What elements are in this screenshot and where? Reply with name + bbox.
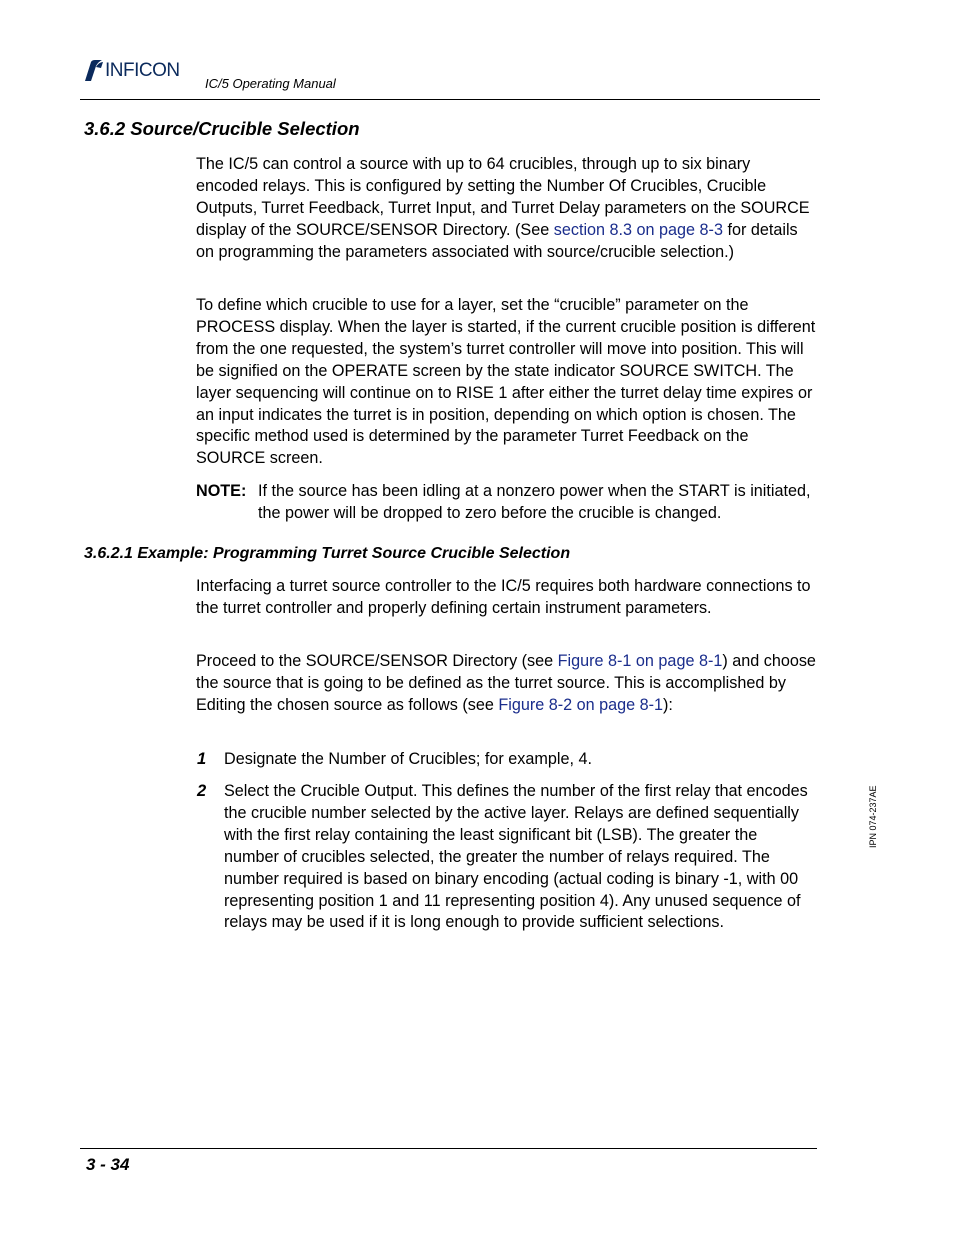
link-figure-8-1[interactable]: Figure 8-1 on page 8-1: [557, 652, 723, 670]
section-paragraph-2: [196, 295, 816, 470]
inficon-logo-icon: [82, 59, 104, 83]
subsection-heading: 3.6.2.1 Example: Programming Turret Source Crucible Selection: [84, 545, 571, 562]
link-figure-8-2[interactable]: Figure 8-2 on page 8-1: [498, 695, 664, 714]
section-paragraph-1: [196, 154, 816, 264]
step-number: 1: [197, 750, 207, 768]
section-heading: 3.6.2 Source/Crucible Selection: [84, 118, 360, 139]
paragraph-text: Interfacing a turret source controller to the IC/5 requires both hardware connections to the turret controller and properly defining certain instrument parameters.: [196, 577, 811, 617]
footer-rule: [80, 1148, 817, 1149]
note-text: If the source has been idling at a nonzero power when the START is initiated, the power will be dropped to zero before the crucible is changed.: [258, 482, 811, 522]
page-number: 3 - 34: [86, 1155, 130, 1174]
paragraph-text: To define which crucible to use for a layer, set the “crucible” parameter on the PROCESS display. When the layer is started, if the current crucible position is different from the one requested, the system’s turret controller will move into position. This will be signified on the OPERATE screen by the state indicator SOURCE SWITCH. The layer sequencing will continue on to RISE 1 after either the turret delay time expires or an input indicates the turret is in position, depending on which option is chosen. The specific method used is determined by the parameter Turret Feedback on the SOURCE screen.: [196, 296, 816, 468]
step-text: Designate the Number of Crucibles; for example, 4.: [224, 750, 592, 768]
step-text: Select the Crucible Output. This defines the number of the first relay that encodes the crucible number selected by the active layer. Relays are defined sequentially with the first relay containing the least significant bit (LSB). The greater the number of crucibles selected, the greater the number of relays required. The number required is based on binary encoding (actual coding is binary -1, with 00 representing position 1 and 11 representing position 4). Any unused sequence of relays may be used if it is long enough to provide sufficient selections.: [224, 782, 808, 932]
paragraph-text: Proceed to the SOURCE/SENSOR Directory (see: [196, 652, 558, 670]
link-section-8-3[interactable]: section 8.3 on page 8-3: [553, 220, 723, 239]
subsection-paragraph-2: [196, 651, 816, 717]
paragraph-text: for details on programming the parameters associated with source/crucible selection.): [196, 220, 798, 261]
inficon-logo: [82, 58, 180, 84]
paragraph-text: The IC/5 can control a source with up to 64 crucibles, through up to six binary encoded relays. This is configured by setting the Number Of Crucibles, Crucible Outputs, Turret Feedback, Turret Input, and Turret Delay parameters on the SOURCE display of the SOURCE/SENSOR Directory. (See: [196, 155, 810, 239]
subsection-paragraph-1: [196, 576, 816, 620]
note-label: NOTE:: [196, 482, 247, 500]
paragraph-text: ) and choose the source that is going to be defined as the turret source. This is accomplished by Editing the chosen source as follows (see: [196, 652, 816, 714]
step-number: 2: [197, 782, 207, 800]
logo-text: INFICON: [105, 60, 180, 81]
manual-title: IC/5 Operating Manual: [205, 76, 336, 91]
header-rule: [80, 99, 820, 100]
paragraph-text: ):: [663, 695, 673, 714]
ipn-side-label: IPN 074-237AE: [868, 785, 878, 848]
